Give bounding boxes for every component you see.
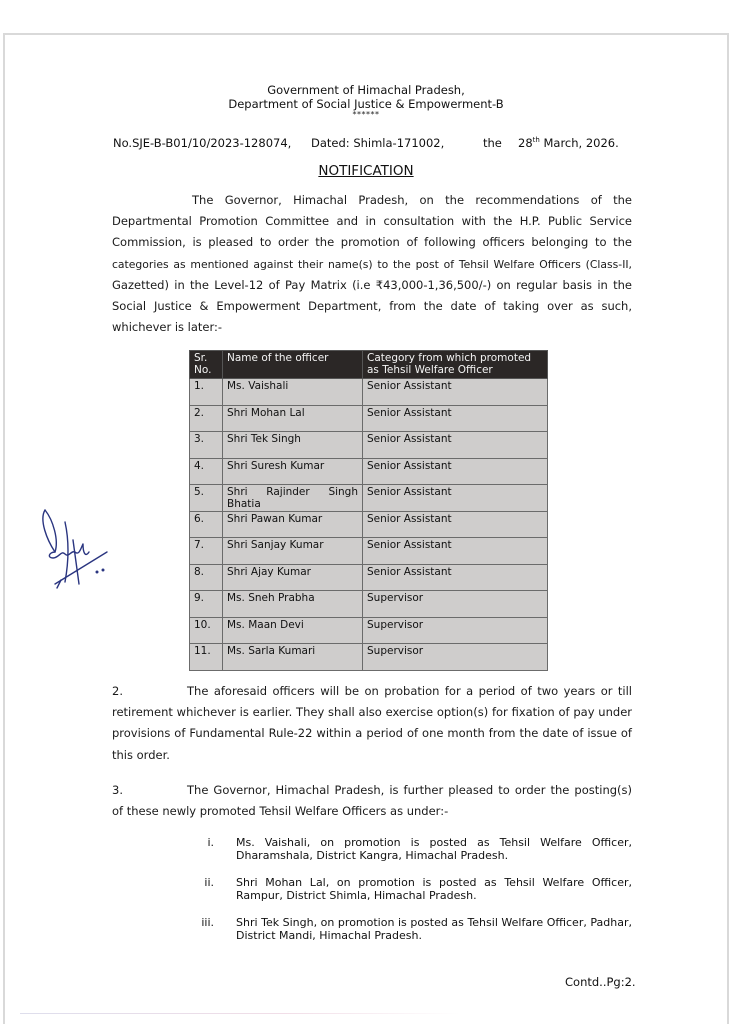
government-name: Government of Himachal Pradesh, [267, 83, 465, 97]
paragraph-3-number: 3. [112, 783, 123, 797]
issue-date: 28th March, 2026. [518, 136, 619, 150]
table-row: 9. Ms. Sneh Prabha Supervisor [190, 591, 548, 618]
signature-icon [35, 500, 125, 600]
table-row: 3. Shri Tek Singh Senior Assistant [190, 432, 548, 459]
table-header-row [190, 351, 548, 379]
list-item: i. Ms. Vaishali, on promotion is posted as Tehsil Welfare Officer, Dharamshala, District Kangra, Himachal Pradesh. [207, 836, 632, 862]
table-row: 7. Shri Sanjay Kumar Senior Assistant [190, 538, 548, 565]
table-row: 5. Shri Rajinder Singh Bhatia Senior Assistant [190, 485, 548, 512]
list-item: ii. Shri Mohan Lal, on promotion is posted as Tehsil Welfare Officer, Rampur, District Shimla, Himachal Pradesh. [204, 876, 632, 902]
paragraph-2: 2. The aforesaid officers will be on probation for a period of two years or till retirement whichever is earlier. They shall also exercise option(s) for fixation of pay under provisions of Fundamental Rule-22 within a period of one month from the date of issue of this order. [112, 681, 632, 766]
posting-list [196, 836, 632, 956]
paragraph-1: The Governor, Himachal Pradesh, on the recommendations of the Departmental Promotion Committee and in consultation with the H.P. Public Service Commission, is pleased to order the promotion of following officers belonging to the categories as mentioned against their name(s) to the post of Tehsil Welfare Officers (Class-II, Gazetted) in the Level-12 of Pay Matrix (i.e ₹43,000-1,36,500/-) on regular basis in the Social Justice & Empowerment Department, from the date of taking over as such, whichever is later:- [112, 193, 632, 335]
page-bottom-rule [20, 1013, 460, 1014]
department-name: Department of Social Justice & Empowerment-B [228, 97, 504, 111]
header-officer-name: Name of the officer [223, 351, 363, 379]
dated-place: Dated: Shimla-171002, [311, 136, 445, 150]
header-category: Category from which promoted as Tehsil Welfare Officer [363, 351, 548, 379]
table-row: 4. Shri Suresh Kumar Senior Assistant [190, 458, 548, 485]
reference-number: No.SJE-B-B01/10/2023-128074, [113, 136, 292, 150]
letterhead [0, 83, 732, 119]
table-row: 1. Ms. Vaishali Senior Assistant [190, 379, 548, 406]
table-row: 2. Shri Mohan Lal Senior Assistant [190, 405, 548, 432]
notification-title: NOTIFICATION [318, 163, 414, 179]
table-row: 6. Shri Pawan Kumar Senior Assistant [190, 511, 548, 538]
table-row: 8. Shri Ajay Kumar Senior Assistant [190, 564, 548, 591]
promotion-table [189, 350, 548, 671]
paragraph-2-number: 2. [112, 684, 123, 698]
continued-note: Contd..Pg:2. [565, 975, 636, 989]
paragraph-3: 3. The Governor, Himachal Pradesh, is further pleased to order the posting(s) of these newly promoted Tehsil Welfare Officers as under:- [112, 780, 632, 822]
list-item: iii. Shri Tek Singh, on promotion is posted as Tehsil Welfare Officer, Padhar, District Mandi, Himachal Pradesh. [201, 916, 632, 942]
header-separator: ****** [352, 110, 380, 119]
header-sr-no: Sr. No. [190, 351, 223, 379]
table-row: 10. Ms. Maan Devi Supervisor [190, 617, 548, 644]
table-row: 11. Ms. Sarla Kumari Supervisor [190, 644, 548, 671]
date-the: the [483, 136, 502, 150]
